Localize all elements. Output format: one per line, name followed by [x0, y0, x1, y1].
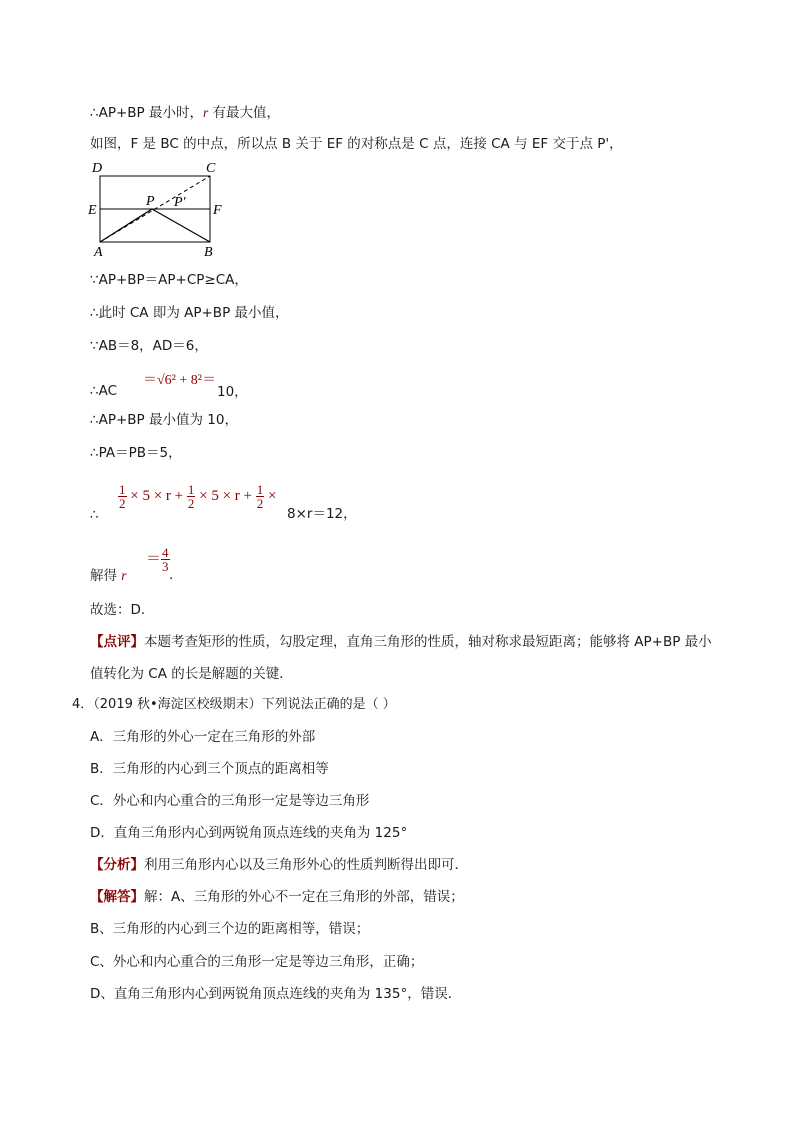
formula-area	[118, 483, 276, 510]
fraction-half-3: $\frac{1}{2}$	[256, 482, 264, 511]
label-d: D	[92, 161, 103, 176]
comment-text: 本题考查矩形的性质，勾股定理，直角三角形的性质，轴对称求最短距离；能够将 AP+BP 最小	[144, 634, 712, 650]
question-4-stem: 4．（2019 秋•海淀区校级期末）下列说法正确的是（ ）	[72, 697, 396, 712]
label-b: B	[204, 245, 213, 258]
line-ac-label: ∴AC	[90, 383, 118, 399]
line-area-prefix: ∴	[90, 507, 99, 523]
answer-line-b: B、三角形的内心到三个边的距离相等，错误；	[90, 921, 370, 937]
line-because-sum: ∵AP+BP＝AP+CP≥CA，	[90, 272, 248, 288]
var-r: r	[202, 105, 209, 120]
label-a: A	[94, 245, 103, 258]
fraction-half-2: $\frac{1}{2}$	[187, 482, 195, 511]
answer-line-a	[90, 888, 464, 906]
analysis-line	[90, 856, 468, 874]
answer-line-d: D、直角三角形内心到两锐角顶点连线的夹角为 135°，错误．	[90, 986, 462, 1002]
label-p-prime: P′	[174, 195, 186, 210]
formula-r-value: ＝ $\frac{4}{3}$	[146, 545, 169, 574]
line-solve-r: 解得 r	[90, 568, 127, 584]
line-pa-pb: ∴PA＝PB＝5，	[90, 445, 182, 461]
line-min-value: ∴AP+BP 最小值为 10，	[90, 412, 238, 428]
line1-prefix: ∴AP+BP 最小时，	[90, 105, 203, 121]
analysis-text: 利用三角形内心以及三角形外心的性质判断得出即可．	[144, 857, 468, 873]
label-f: F	[213, 203, 222, 218]
term-2: × 5 × r +	[199, 487, 252, 504]
comment-tag: 【点评】	[90, 634, 144, 650]
option-c: C．外心和内心重合的三角形一定是等边三角形	[90, 793, 370, 809]
option-a: A．三角形的外心一定在三角形的外部	[90, 729, 316, 745]
fraction-four-thirds: $\frac{4}{3}$	[162, 545, 169, 574]
line-ab-ad: ∵AB＝8，AD＝6，	[90, 338, 208, 354]
answer-tag: 【解答】	[90, 889, 144, 905]
label-c: C	[206, 161, 216, 176]
line-choose-d: 故选：D．	[90, 602, 155, 618]
analysis-tag: 【分析】	[90, 857, 144, 873]
segment-pb	[152, 209, 210, 242]
line-ap-bp-min	[90, 104, 280, 122]
fraction-half-1: $\frac{1}{2}$	[119, 482, 126, 511]
label-p: P	[146, 194, 155, 209]
term-1: × 5 × r +	[130, 487, 184, 504]
option-b: B．三角形的内心到三个顶点的距离相等	[90, 761, 329, 777]
line-area-suffix: 8×r＝12，	[287, 506, 357, 522]
term-3: ×	[268, 487, 277, 504]
label-e: E	[88, 203, 97, 218]
line-ac-value: 10，	[217, 384, 248, 400]
comment-line-2: 值转化为 CA 的长是解题的关键．	[90, 666, 293, 682]
answer-text: 解：A、三角形的外心不一定在三角形的外部，错误；	[144, 889, 464, 905]
rectangle-diagram	[86, 158, 226, 258]
line-solve-dot: .	[169, 567, 174, 583]
line-f-midpoint: 如图，F 是 BC 的中点，所以点 B 关于 EF 的对称点是 C 点，连接 CA 与 EF 交于点 P'，	[90, 136, 623, 152]
line-ca-min: ∴此时 CA 即为 AP+BP 最小值，	[90, 305, 289, 321]
line1-suffix: 有最大值，	[208, 105, 281, 121]
formula-ac-sqrt	[143, 369, 216, 389]
option-d: D．直角三角形内心到两锐角顶点连线的夹角为 125°	[90, 825, 408, 841]
comment-line-1	[90, 633, 712, 651]
sqrt-expression: ＝√6² + 8²＝	[143, 373, 216, 388]
answer-line-c: C、外心和内心重合的三角形一定是等边三角形，正确；	[90, 954, 424, 970]
